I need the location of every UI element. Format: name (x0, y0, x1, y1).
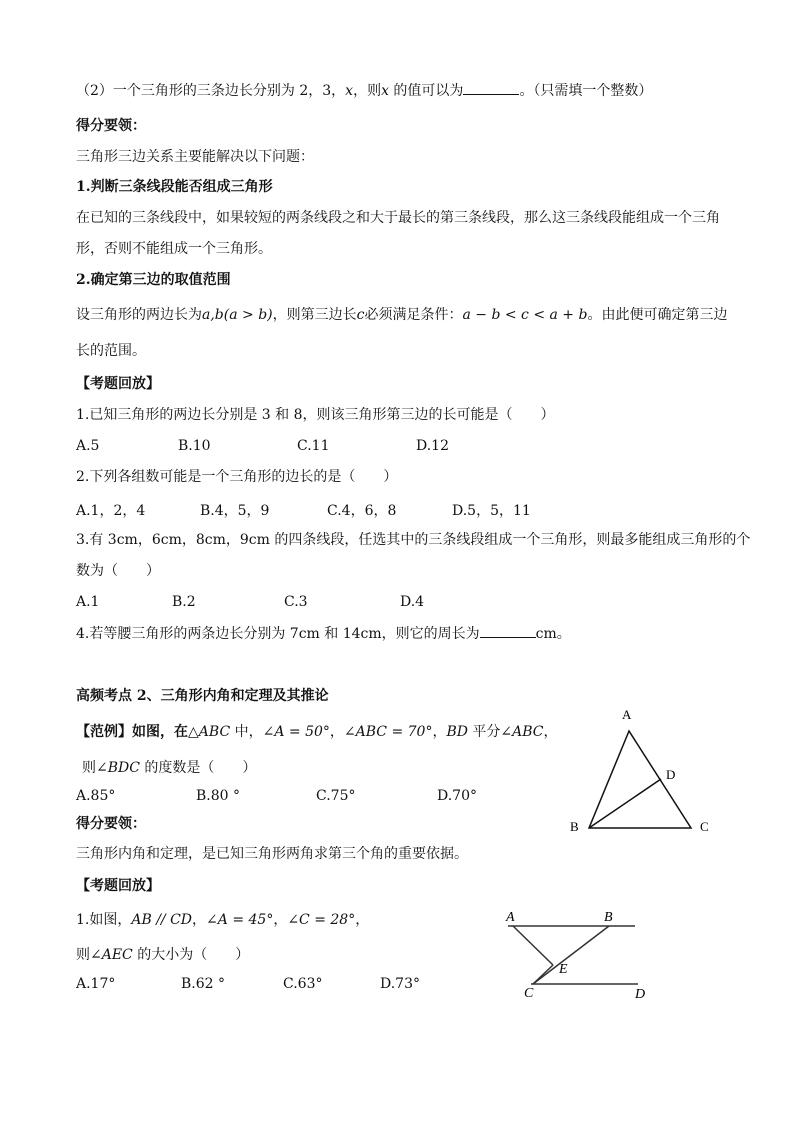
triangle-abc (589, 731, 691, 828)
label-c: C (524, 986, 534, 1001)
point-2-text (76, 307, 727, 324)
math: ∠AEC (90, 947, 133, 963)
segment-bc (533, 926, 609, 984)
math: AB // CD (131, 912, 193, 928)
question-text: 4.若等腰三角形的两条边长分别为 7cm 和 14cm，则它的周长为 (76, 626, 480, 642)
review-title: 【考题回放】 (76, 376, 160, 392)
review-q3-stem: 3.有 3cm，6cm，8cm，9cm 的四条线段，任选其中的三条线段组成一个三角形，则最多能组成三角形的个 (76, 532, 751, 548)
text: 的大小为（ ） (132, 947, 250, 963)
text: 。由此便可确定第三边 (587, 307, 728, 323)
question-2-line (76, 82, 652, 100)
text: 中， (230, 724, 263, 740)
var-x: x (381, 83, 389, 99)
text: ， (329, 724, 344, 740)
parallel-lines-figure (495, 900, 665, 1010)
example-stem-line2 (82, 760, 256, 777)
text: ， (432, 724, 447, 740)
option-a[interactable]: A.1，2，4 (76, 503, 146, 519)
label-e: E (559, 962, 568, 977)
text: 平分 (467, 724, 501, 740)
text: 设三角形的两边长为 (76, 307, 202, 323)
math: ∠BDC (96, 760, 140, 776)
math: ∠C = 28° (287, 912, 356, 928)
point-2-title: 2.确定第三边的取值范围 (76, 272, 231, 288)
review-q2-stem: 2.下列各组数可能是一个三角形的边长的是（ ） (76, 469, 398, 485)
answer-blank[interactable] (480, 625, 536, 638)
option-d[interactable]: D.4 (400, 594, 425, 610)
math: BD (446, 724, 468, 740)
score-title: 得分要领： (76, 118, 146, 134)
math: ∠A = 50° (262, 724, 330, 740)
review-q4-line (76, 625, 571, 643)
label-c: C (700, 819, 709, 834)
text: ， (355, 912, 370, 928)
option-a[interactable]: A.1 (76, 594, 100, 610)
label-a: A (622, 707, 632, 722)
math: ABC (198, 724, 231, 740)
score-intro: 三角形三边关系主要能解决以下问题： (76, 149, 314, 165)
option-a[interactable]: A.17° (76, 976, 116, 992)
text: ，则第三边长 (272, 307, 357, 323)
score-title: 得分要领： (76, 816, 146, 832)
question-text: ，则 (353, 83, 382, 99)
point-1-text: 形，否则不能组成一个三角形。 (76, 241, 272, 257)
text: 1.如图， (76, 912, 132, 928)
option-d[interactable]: D.12 (416, 438, 449, 454)
var-c: c (356, 307, 365, 323)
option-d[interactable]: D.70° (437, 788, 477, 804)
option-a[interactable]: A.5 (76, 438, 100, 454)
label-d: D (666, 767, 676, 782)
label-b: B (570, 819, 579, 834)
review-q3-stem: 数为（ ） (76, 563, 160, 579)
option-b[interactable]: B.80 ° (196, 788, 241, 804)
math-inequality: a − b < c < a + b (462, 307, 588, 323)
var-x: x (345, 83, 354, 99)
option-b[interactable]: B.62 ° (181, 976, 226, 992)
triangle-figure (560, 700, 730, 845)
text: 则 (76, 947, 90, 963)
example-stem (76, 724, 558, 741)
segment-ae (513, 926, 553, 965)
math: ∠ABC = 70° (343, 724, 433, 740)
label-b: B (604, 910, 613, 925)
label-a: A (506, 910, 515, 925)
point-1-title: 1.判断三条线段能否组成三角形 (76, 179, 273, 195)
section-2-title: 高频考点 2、三角形内角和定理及其推论 (76, 688, 329, 704)
option-d[interactable]: D.73° (380, 976, 420, 992)
option-b[interactable]: B.10 (178, 438, 211, 454)
label-d: D (635, 987, 646, 1002)
text: ， (273, 912, 288, 928)
text: 的度数是（ ） (139, 760, 257, 776)
answer-blank[interactable] (463, 82, 519, 95)
option-a[interactable]: A.85° (76, 788, 116, 804)
option-b[interactable]: B.4，5，9 (200, 503, 270, 519)
text: 则 (82, 760, 96, 776)
math-condition: a,b(a > b) (202, 307, 273, 323)
math: ∠A = 45° (206, 912, 274, 928)
score-text: 三角形内角和定理，是已知三角形两角求第三个角的重要依据。 (76, 846, 468, 862)
review-title: 【考题回放】 (76, 878, 160, 894)
question-text: （2）一个三角形的三条边长分别为 2，3， (76, 83, 346, 99)
option-c[interactable]: C.11 (297, 438, 330, 454)
text: 必须满足条件： (364, 307, 463, 323)
segment-ec (533, 965, 553, 984)
question-text: 。（只需填一个整数） (519, 83, 653, 99)
review2-q1-stem-line2 (76, 947, 249, 964)
option-d[interactable]: D.5，5，11 (452, 503, 531, 519)
point-2-text: 长的范围。 (76, 343, 146, 359)
review2-q1-stem (76, 912, 369, 929)
option-c[interactable]: C.75° (316, 788, 356, 804)
option-c[interactable]: C.3 (284, 594, 308, 610)
option-c[interactable]: C.63° (283, 976, 323, 992)
text: 【范例】如图，在△ (76, 724, 199, 740)
question-text: cm。 (535, 626, 571, 642)
review-q1-stem: 1.已知三角形的两边长分别是 3 和 8，则该三角形第三边的长可能是（ ） (76, 407, 555, 423)
option-c[interactable]: C.4，6，8 (327, 503, 397, 519)
option-b[interactable]: B.2 (172, 594, 196, 610)
text: ， (192, 912, 207, 928)
question-text: 的值可以为 (388, 83, 464, 99)
math: ∠ABC (500, 724, 544, 740)
text: ， (543, 724, 558, 740)
point-1-text: 在已知的三条线段中，如果较短的两条线段之和大于最长的第三条线段，那么这三条线段能组成一个三角 (76, 210, 720, 226)
